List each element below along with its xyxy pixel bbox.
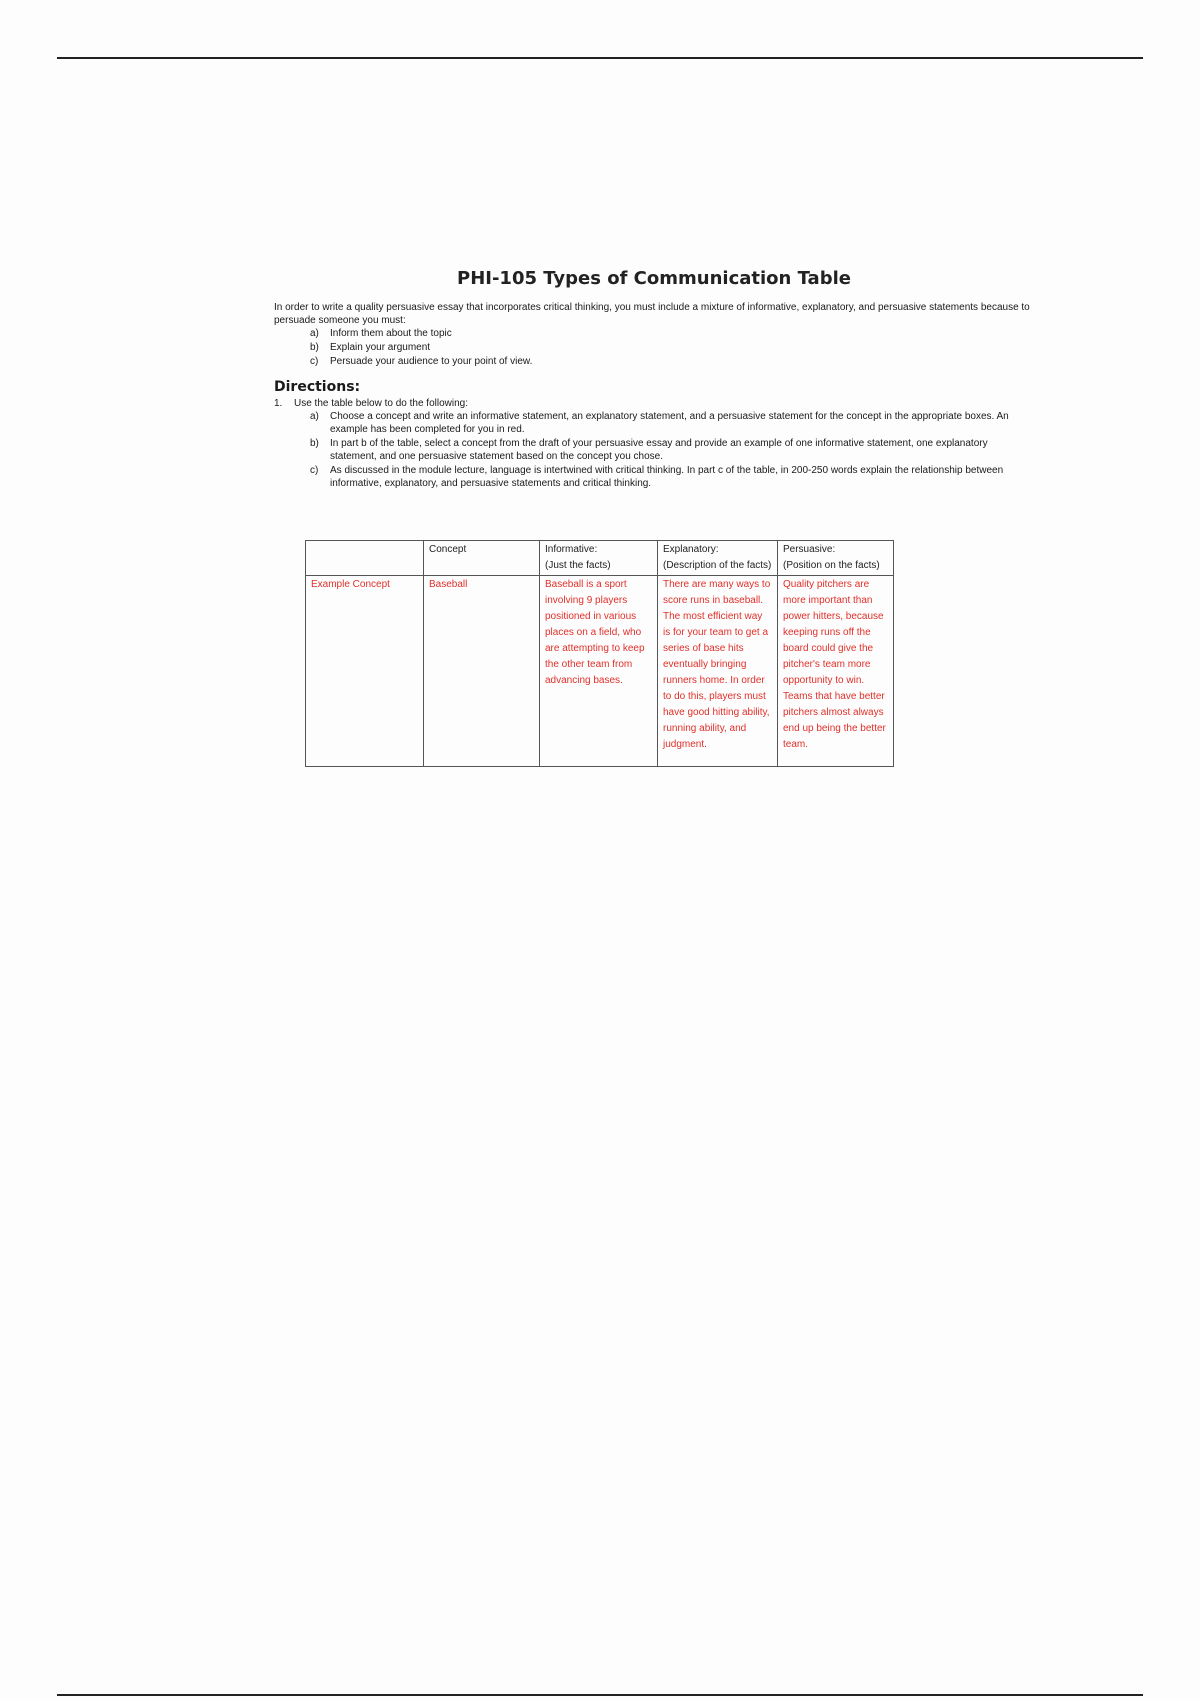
list-item: c) As discussed in the module lecture, language is intertwined with critical thinking. In part c of the table, in 200-250 words explain the relationship between informative, explanatory, and persuasive statements and critical thinking. xyxy=(310,465,1004,489)
table-cell: Baseball xyxy=(424,576,540,767)
table-row xyxy=(306,576,894,767)
header-cell xyxy=(306,541,424,576)
header-cell: Concept xyxy=(424,541,540,576)
intro-list xyxy=(310,327,1034,369)
directions-sublist xyxy=(310,410,1034,490)
list-item: b) In part b of the table, select a concept from the draft of your persuasive essay and provide an example of one informative statement, one explanatory statement, and one persuasive statement based on the concept you chose. xyxy=(310,438,988,462)
list-item: a) Choose a concept and write an informative statement, an explanatory statement, and a persuasive statement for the concept in the appropriate boxes. An example has been completed for you in red. xyxy=(310,411,1009,435)
footer-rule xyxy=(57,1694,1143,1696)
table-cell: Example Concept xyxy=(306,576,424,767)
header-rule xyxy=(57,57,1143,59)
table-cell: Baseball is a sport involving 9 players positioned in various places on a field, who are attempting to keep the other team from advancing bases. xyxy=(540,576,658,767)
list-item: b) Explain your argument xyxy=(310,342,431,353)
document-title: PHI-105 Types of Communication Table xyxy=(457,268,851,289)
directions-heading: Directions: xyxy=(274,379,361,395)
list-item: a) Inform them about the topic xyxy=(310,328,452,339)
header-cell: Persuasive: (Position on the facts) xyxy=(778,541,894,576)
communication-table xyxy=(305,540,894,767)
table-cell: Quality pitchers are more important than power hitters, because keeping runs off the board could give the pitcher's team more opportunity to win. Teams that have better pitchers almost always end up being the better team. xyxy=(778,576,894,767)
table-header-row xyxy=(306,541,894,576)
table-cell: There are many ways to score runs in baseball. The most efficient way is for your team to get a series of base hits eventually bringing runners home. In order to do this, players must have good hitting ability, running ability, and judgment. xyxy=(658,576,778,767)
directions-step: 1. Use the table below to do the following: xyxy=(274,398,468,409)
intro-paragraph: In order to write a quality persuasive essay that incorporates critical thinking, you must include a mixture of informative, explanatory, and persuasive statements because to persuade someone you must: xyxy=(274,302,1030,326)
header-cell: Explanatory: (Description of the facts) xyxy=(658,541,778,576)
document-body xyxy=(274,268,1034,491)
list-item: c) Persuade your audience to your point of view. xyxy=(310,356,533,367)
header-cell: Informative: (Just the facts) xyxy=(540,541,658,576)
